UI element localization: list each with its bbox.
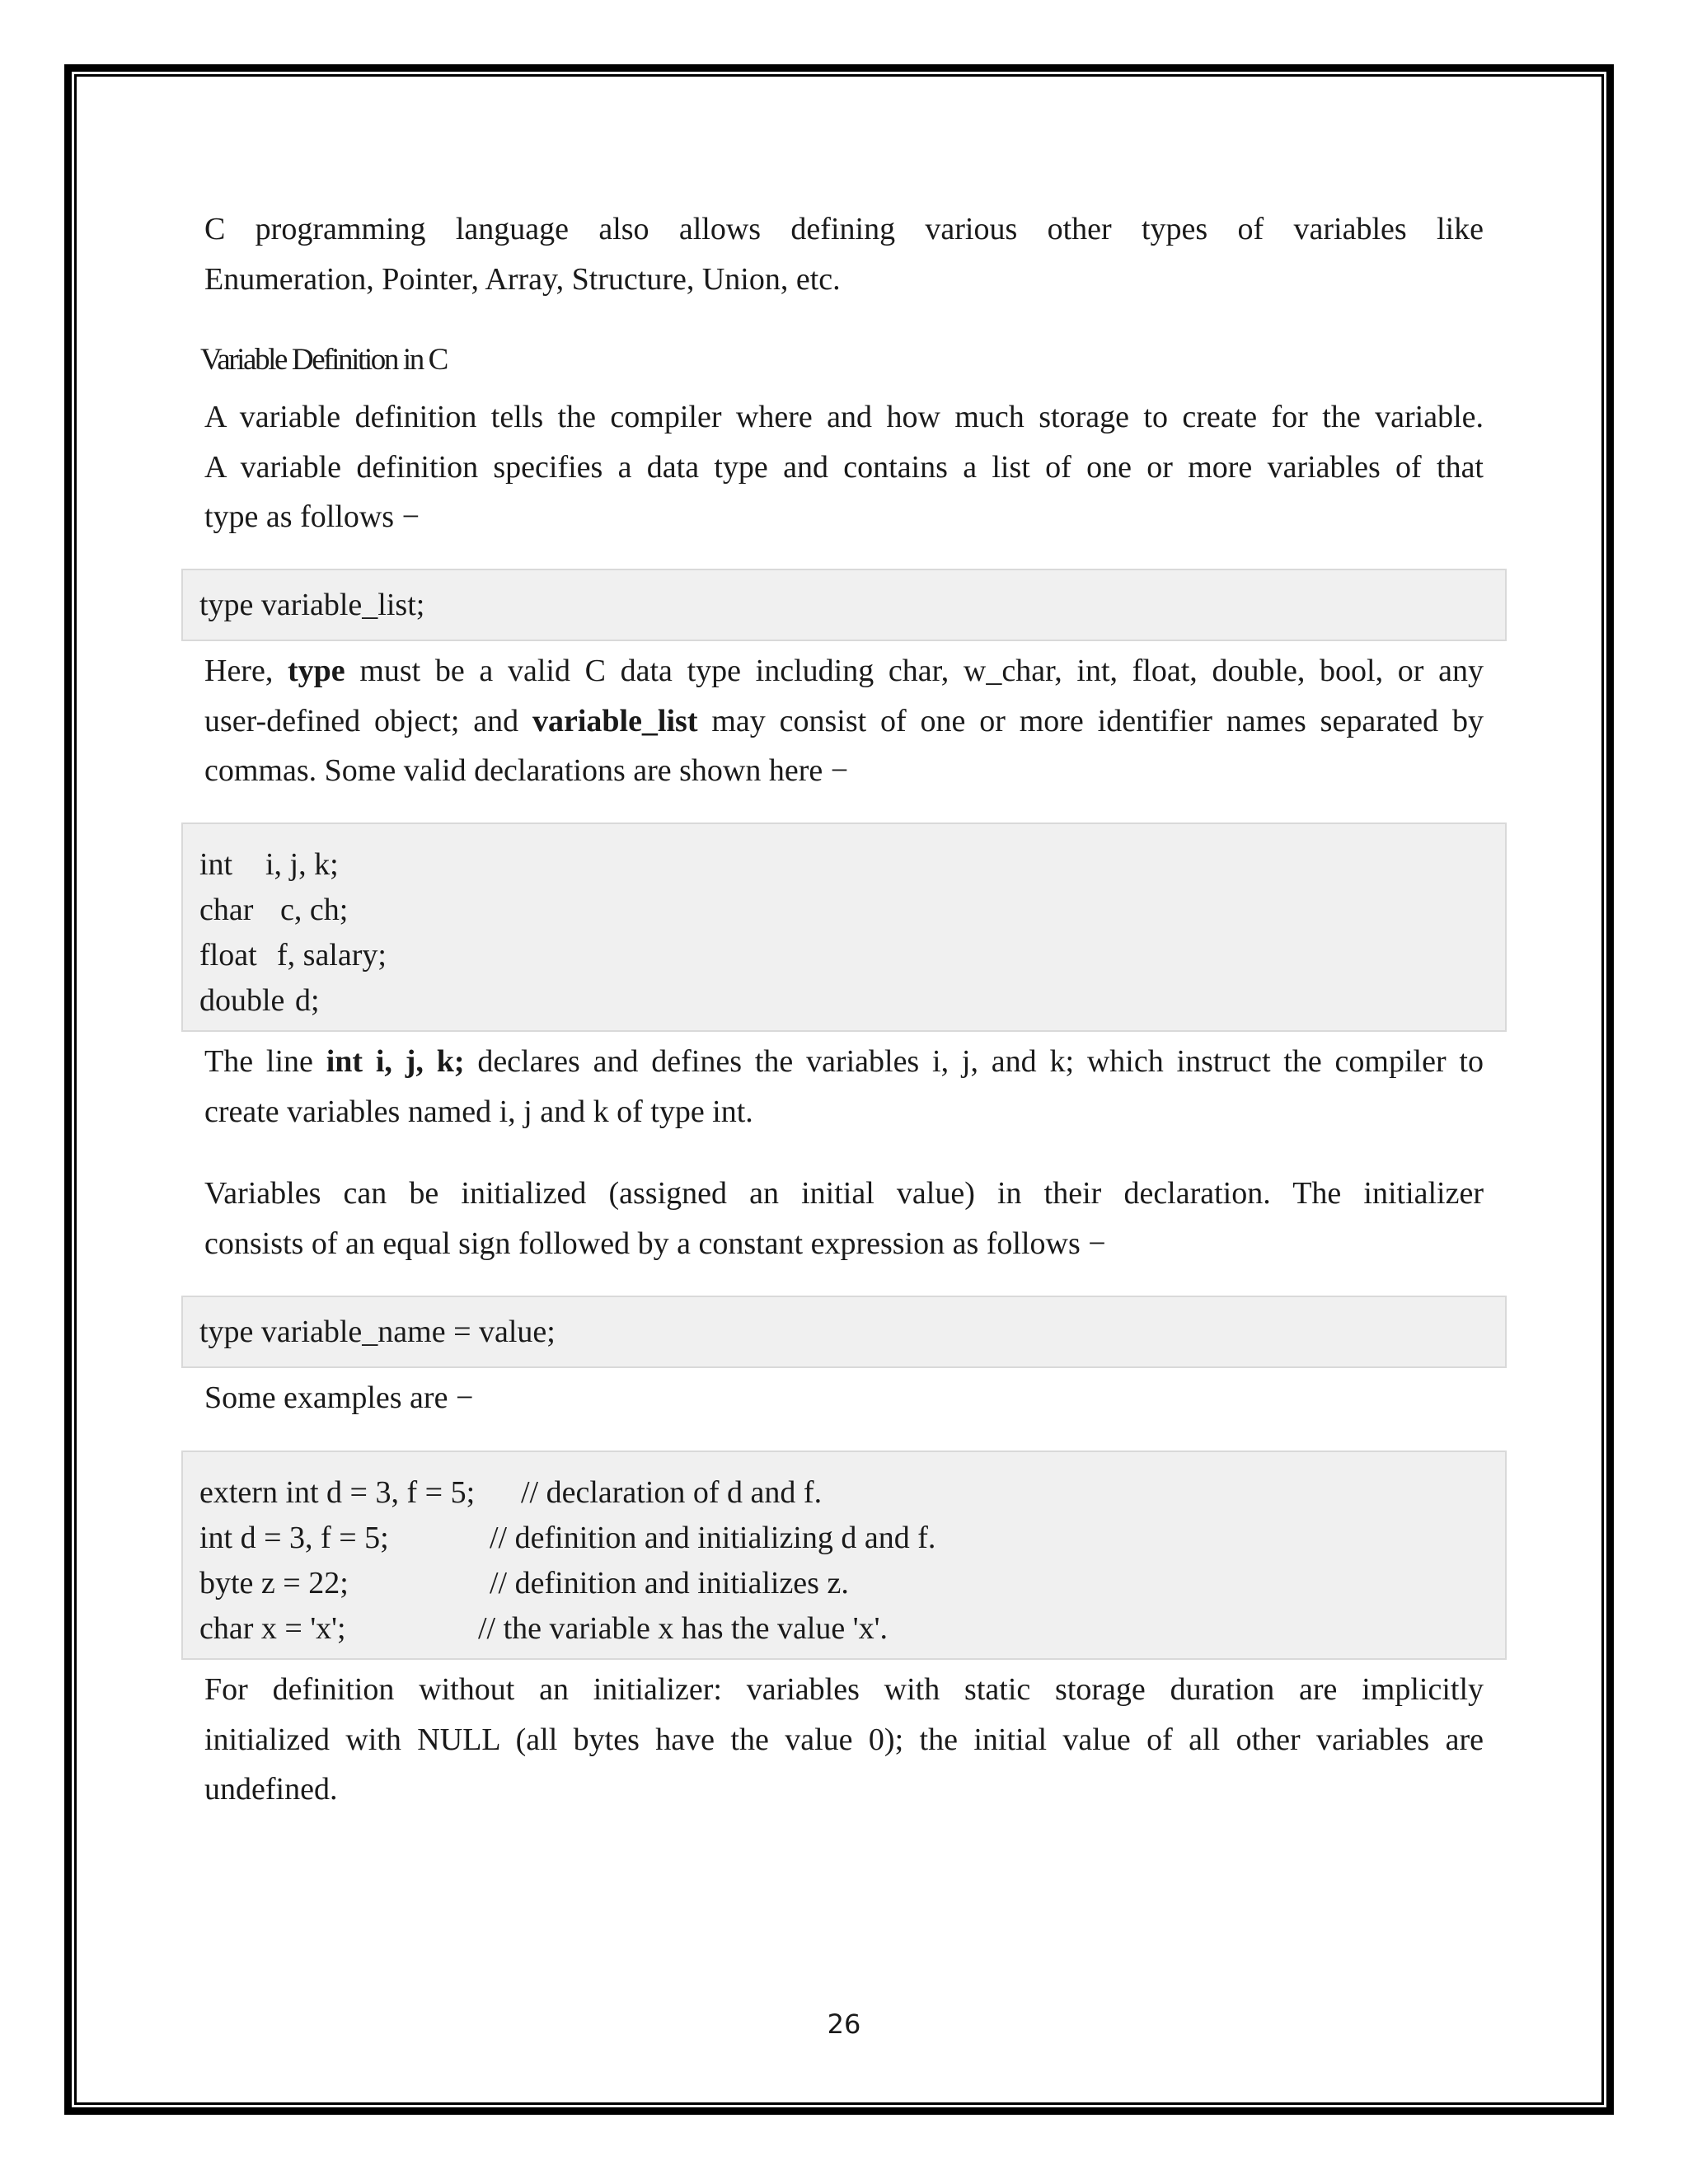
code-line: extern int d = 3, f = 5; bbox=[199, 1475, 476, 1510]
paragraph-line: user-defined object; and variable_list may consist of one or more identifier names separated by bbox=[204, 703, 1484, 738]
code-comment: // definition and initializes z. bbox=[490, 1566, 849, 1601]
paragraph-line: type as follows − bbox=[204, 499, 420, 534]
paragraph-line: Some examples are − bbox=[204, 1380, 474, 1415]
paragraph-line: consists of an equal sign followed by a constant expression as follows − bbox=[204, 1226, 1106, 1261]
paragraph-type-explanation bbox=[204, 646, 1484, 796]
paragraph-line: A variable definition specifies a data type and contains a list of one or more variables of that bbox=[204, 449, 1484, 485]
paragraph-initialization bbox=[204, 1169, 1484, 1268]
paragraph-examples-intro bbox=[204, 1373, 1484, 1423]
code-line: d; bbox=[295, 983, 320, 1018]
code-comment: // declaration of d and f. bbox=[521, 1475, 823, 1510]
page-number: 26 bbox=[827, 2008, 861, 2040]
code-line: byte z = 22; bbox=[199, 1566, 349, 1601]
section-heading: Variable Definition in C bbox=[200, 343, 447, 377]
code-line: char x = 'x'; bbox=[199, 1611, 346, 1646]
code-line: i, j, k; bbox=[265, 847, 339, 882]
paragraph-line: For definition without an initializer: variables with static storage duration are implicitly bbox=[204, 1672, 1484, 1707]
code-line: f, salary; bbox=[277, 938, 387, 972]
code-line: type variable_list; bbox=[199, 588, 425, 622]
paragraph-line-explanation bbox=[204, 1037, 1484, 1137]
code-line: int d = 3, f = 5; bbox=[199, 1521, 389, 1555]
code-block-declarations bbox=[181, 823, 1507, 1032]
paragraph-line: initialized with NULL (all bytes have the value 0); the initial value of all other variables are bbox=[204, 1722, 1484, 1757]
code-comment: // the variable x has the value 'x'. bbox=[478, 1611, 888, 1646]
paragraph-variable-types bbox=[204, 204, 1484, 304]
code-line: type variable_name = value; bbox=[199, 1315, 556, 1349]
paragraph-line: The line int i, j, k; declares and defines the variables i, j, and k; which instruct the compiler to bbox=[204, 1044, 1484, 1079]
code-block-examples bbox=[181, 1451, 1507, 1660]
code-line: c, ch; bbox=[280, 893, 349, 927]
bold-term-variable-list: variable_list bbox=[532, 703, 698, 738]
paragraph-line: Enumeration, Pointer, Array, Structure, Union, etc. bbox=[204, 261, 841, 297]
code-keyword: double bbox=[199, 983, 285, 1018]
paragraph-line: Variables can be initialized (assigned an initial value) in their declaration. The initializer bbox=[204, 1176, 1484, 1211]
bold-code-inline: int i, j, k; bbox=[326, 1044, 465, 1079]
code-block-syntax bbox=[181, 569, 1507, 641]
code-keyword: float bbox=[199, 938, 257, 972]
bold-term-type: type bbox=[288, 654, 345, 688]
paragraph-line: commas. Some valid declarations are shown here − bbox=[204, 753, 849, 788]
code-block-initializer-syntax bbox=[181, 1296, 1507, 1368]
paragraph-line: Here, type must be a valid C data type including char, w_char, int, float, double, bool, or any bbox=[204, 654, 1484, 688]
paragraph-line: create variables named i, j and k of type int. bbox=[204, 1094, 753, 1129]
code-keyword: int bbox=[199, 847, 233, 882]
code-keyword: char bbox=[199, 893, 254, 927]
paragraph-no-initializer bbox=[204, 1665, 1484, 1815]
paragraph-line: A variable definition tells the compiler where and how much storage to create for the variable. bbox=[204, 400, 1484, 434]
paragraph-line: C programming language also allows defining various other types of variables like bbox=[204, 212, 1484, 246]
paragraph-definition-intro bbox=[204, 392, 1484, 542]
code-comment: // definition and initializing d and f. bbox=[490, 1521, 936, 1555]
paragraph-line: undefined. bbox=[204, 1772, 338, 1807]
